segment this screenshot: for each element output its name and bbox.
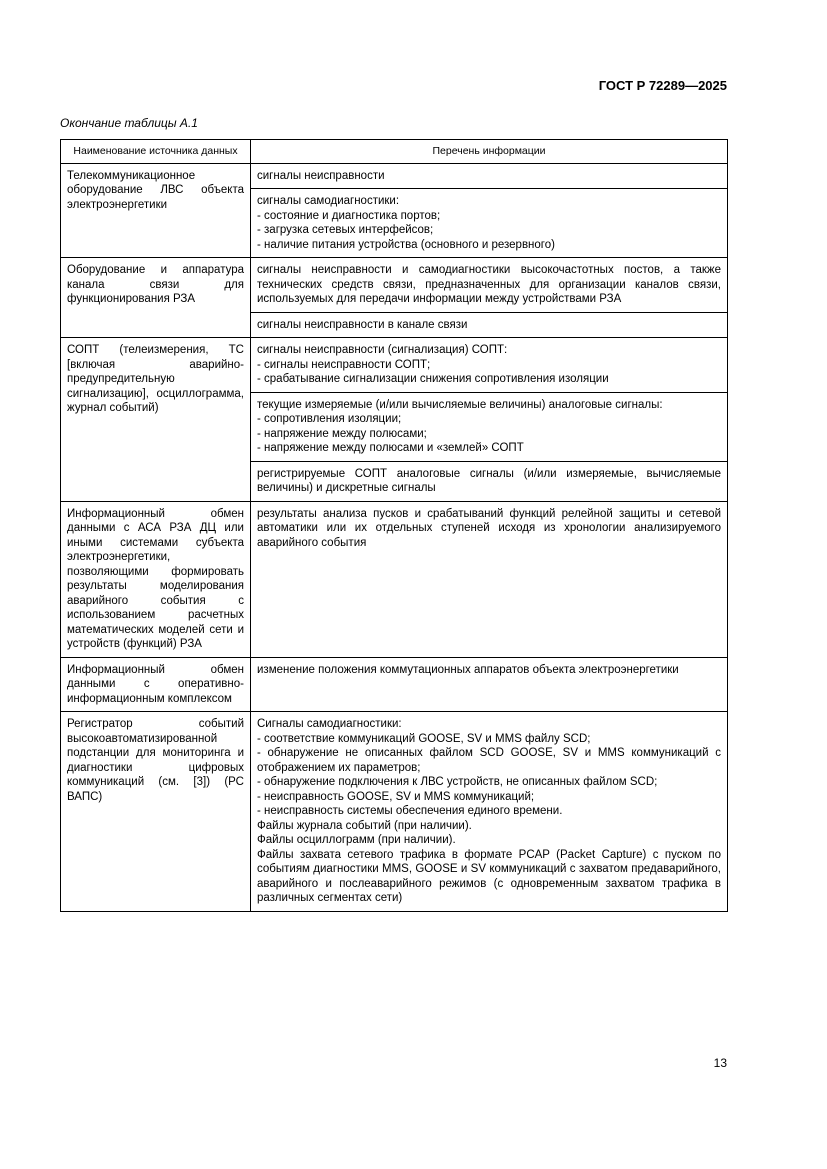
page-number: 13 [713,1056,727,1070]
info-line: сигналы самодиагностики: [257,195,400,207]
info-line: изменение положения коммутационных аппаратов объекта электроэнергетики [257,663,679,676]
info-line: результаты анализа пусков и срабатываний функций релейной защиты и сетевой автоматики или их отдельных ступеней исходя из хронологии анализируемого аварийного события [257,507,721,549]
info-line: - напряжение между полюсами; [257,427,427,440]
source-name-cell: Телекоммуникационное оборудование ЛВС объекта электроэнергетики [61,163,251,258]
source-name-cell: Информационный обмен данными с АСА РЗА ДЦ или иными системами субъекта электроэнергетики, позволяющими формировать результаты моделирования аварийного события с использованием расчетных математических моделей сети и устройств (функций) РЗА [61,501,251,657]
info-cell [251,163,728,189]
info-line: Файлы журнала событий (при наличии). [257,819,472,832]
info-line: регистрируемые СОПТ аналоговые сигналы (и/или измеряемые, вычисляемые величины) и дискретные сигналы [257,467,721,494]
info-cell [251,338,728,393]
info-line: - напряжение между полюсами и «землей» СОПТ [257,442,524,454]
info-cell [251,657,728,712]
table-row [61,338,728,393]
info-line: сигналы неисправности в канале связи [257,318,468,331]
info-cell [251,392,728,461]
info-cell [251,461,728,501]
table-row [61,501,728,657]
info-line: текущие измеряемые (и/или вычисляемые величины) аналоговые сигналы: [257,398,663,411]
info-line: - неисправность системы обеспечения единого времени. [257,805,563,817]
source-name-cell: Информационный обмен данными с оперативно-информационным комплексом [61,657,251,712]
table-row [61,258,728,313]
info-cell [251,312,728,338]
info-line: - срабатывание сигнализации снижения сопротивления изоляции [257,373,609,385]
info-cell [251,258,728,313]
column-header-info: Перечень информации [251,140,728,164]
info-line: сигналы неисправности и самодиагностики высокочастотных постов, а также технических средств связи, предназначенных для организации каналов связи, используемых для передачи информации между устройствами РЗА [257,264,721,305]
info-line: Сигналы самодиагностики: [257,718,402,730]
table-row [61,163,728,189]
info-line: сигналы неисправности [257,169,385,182]
source-name-cell: Оборудование и аппаратура канала связи для функционирования РЗА [61,258,251,338]
info-line: - неисправность GOOSE, SV и MMS коммуникаций; [257,790,535,803]
info-cell [251,712,728,912]
info-line: - сопротивления изоляции; [257,413,402,425]
info-line: - загрузка сетевых интерфейсов; [257,224,434,236]
table-header-row [61,140,728,164]
column-header-source: Наименование источника данных [61,140,251,164]
standard-designation: ГОСТ Р 72289—2025 [598,78,727,93]
info-line: - сигналы неисправности СОПТ; [257,358,431,371]
data-sources-table [60,139,728,912]
table-caption: Окончание таблицы А.1 [60,116,198,130]
source-name-cell: Регистратор событий высокоавтоматизированной подстанции для мониторинга и диагностики цифровых коммуникаций (см. [3]) (РС ВАПС) [61,712,251,912]
info-cell [251,189,728,258]
info-line: - обнаружение подключения к ЛВС устройств, не описанных файлом SCD; [257,776,658,788]
info-line: Файлы захвата сетевого трафика в формате PCAP (Packet Capture) с пуском по событиям диагностики MMS, GOOSE и SV коммуникаций с захватом предаварийного, аварийного и послеаварийного режимов (с одновременным захватом трафика в различных сегментах сети) [257,848,721,904]
info-line: - наличие питания устройства (основного и резервного) [257,238,555,251]
info-line: Файлы осциллограмм (при наличии). [257,834,456,846]
table-row [61,712,728,912]
info-line: - обнаружение не описанных файлом SCD GOOSE, SV и MMS коммуникаций с отображением их параметров; [257,747,721,774]
info-line: - соответствие коммуникаций GOOSE, SV и MMS файлу SCD; [257,732,591,745]
source-name-cell: СОПТ (телеизмерения, ТС [включая аварийно-предупредительную сигнализацию], осциллограмма, журнал событий) [61,338,251,502]
info-line: - состояние и диагностика портов; [257,209,441,222]
info-line: сигналы неисправности (сигнализация) СОПТ: [257,344,508,356]
table-row [61,657,728,712]
info-cell [251,501,728,657]
